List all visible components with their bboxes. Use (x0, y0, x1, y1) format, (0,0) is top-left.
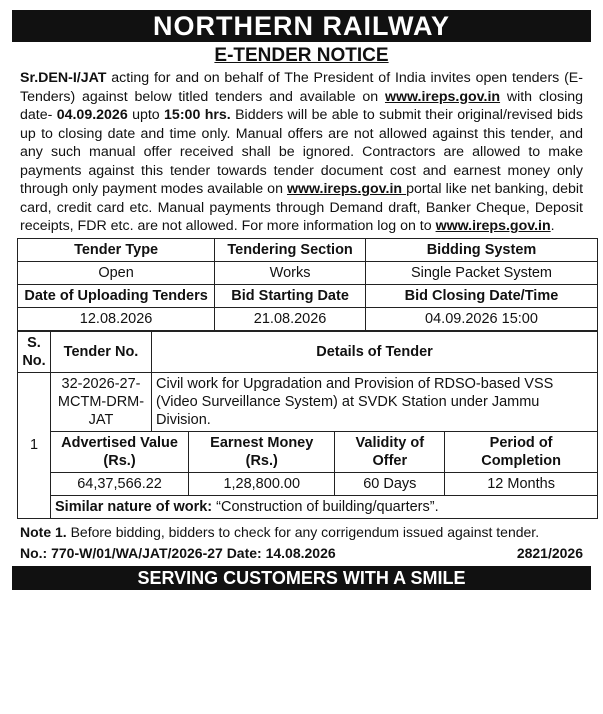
tender-type: Open (18, 261, 215, 284)
tender-detail-table (17, 331, 598, 519)
header-sno: S. No. (18, 331, 51, 372)
body-text-5: portal like net banking, debit card, credit card etc. Manual payments through Demand draft, Banker Cheque, Deposit receipts, FDR etc. are not allowed. For more information log on to (20, 181, 584, 234)
header-validity: Validity of Offer (335, 431, 445, 472)
header-period: Period of Completion (445, 431, 598, 472)
header-bid-start: Bid Starting Date (215, 284, 366, 307)
advertised-value: 64,37,566.22 (51, 472, 189, 495)
tender-no: 32-2026-27-MCTM-DRM-JAT (51, 372, 152, 431)
site-link-2[interactable]: www.ireps.gov.in (286, 181, 407, 197)
upload-date: 12.08.2026 (18, 307, 215, 330)
reference-number: No.: 770-W/01/WA/JAT/2026-27 Date: 14.08.2026 (20, 544, 336, 561)
site-link-1[interactable]: www.ireps.gov.in (384, 88, 501, 105)
header-earnest-money: Earnest Money (Rs.) (189, 431, 335, 472)
reference-line (20, 544, 583, 562)
org-header: NORTHERN RAILWAY (12, 10, 591, 42)
header-details: Details of Tender (152, 331, 598, 372)
similar-value: “Construction of building/quarters”. (212, 498, 439, 515)
footer-slogan: SERVING CUSTOMERS WITH A SMILE (12, 566, 591, 590)
header-bid-close: Bid Closing Date/Time (365, 284, 597, 307)
tender-details: Civil work for Upgradation and Provision of RDSO-based VSS (Video Surveillance System) at SVDK Station under Jammu Division. (152, 372, 598, 431)
closing-date: 04.09.2026 (56, 107, 128, 123)
bidding-system: Single Packet System (365, 261, 597, 284)
header-tender-type: Tender Type (18, 238, 215, 261)
header-bidding-system: Bidding System (365, 238, 597, 261)
tender-summary-table (17, 238, 598, 331)
body-text-4: Bidders will be able to submit their original/revised bids up to closing date and time only. Manual offers are not allowed against this tender, and any such manual offer received shall be ignored. Contractors are allowed to make payments against this tender towards tender document cost and earnest money only through only payment modes available on (20, 107, 584, 197)
closing-time: 15:00 hrs. (164, 107, 231, 123)
body-text-3: upto (127, 107, 165, 123)
note-text: Before bidding, bidders to check for any corrigendum issued against tender. (66, 523, 540, 540)
note (20, 523, 591, 541)
site-link-3[interactable]: www.ireps.gov.in (435, 218, 551, 234)
notice-body (20, 69, 583, 236)
tendering-section: Works (215, 261, 366, 284)
bid-close-datetime: 04.09.2026 15:00 (365, 307, 597, 330)
validity: 60 Days (335, 472, 445, 495)
body-text-2: with closing date- (20, 88, 584, 123)
header-tender-no: Tender No. (51, 331, 152, 372)
period: 12 Months (445, 472, 598, 495)
bid-start-date: 21.08.2026 (215, 307, 366, 330)
sno: 1 (18, 372, 51, 518)
header-upload-date: Date of Uploading Tenders (18, 284, 215, 307)
notice-title: E-TENDER NOTICE (214, 45, 389, 66)
body-text-1: acting for and on behalf of The President of India invites open tenders (E-Tenders) against below titled tenders and available on (20, 70, 583, 105)
release-code: 2821/2026 (516, 544, 583, 561)
note-label: Note 1. (20, 523, 67, 540)
similar-label: Similar nature of work: (55, 498, 213, 515)
body-end: . (550, 218, 555, 234)
officer: Sr.DEN-I/JAT (20, 70, 107, 86)
earnest-money: 1,28,800.00 (189, 472, 335, 495)
header-advertised-value: Advertised Value (Rs.) (51, 431, 189, 472)
similar-work (51, 495, 598, 518)
header-tendering-section: Tendering Section (215, 238, 366, 261)
